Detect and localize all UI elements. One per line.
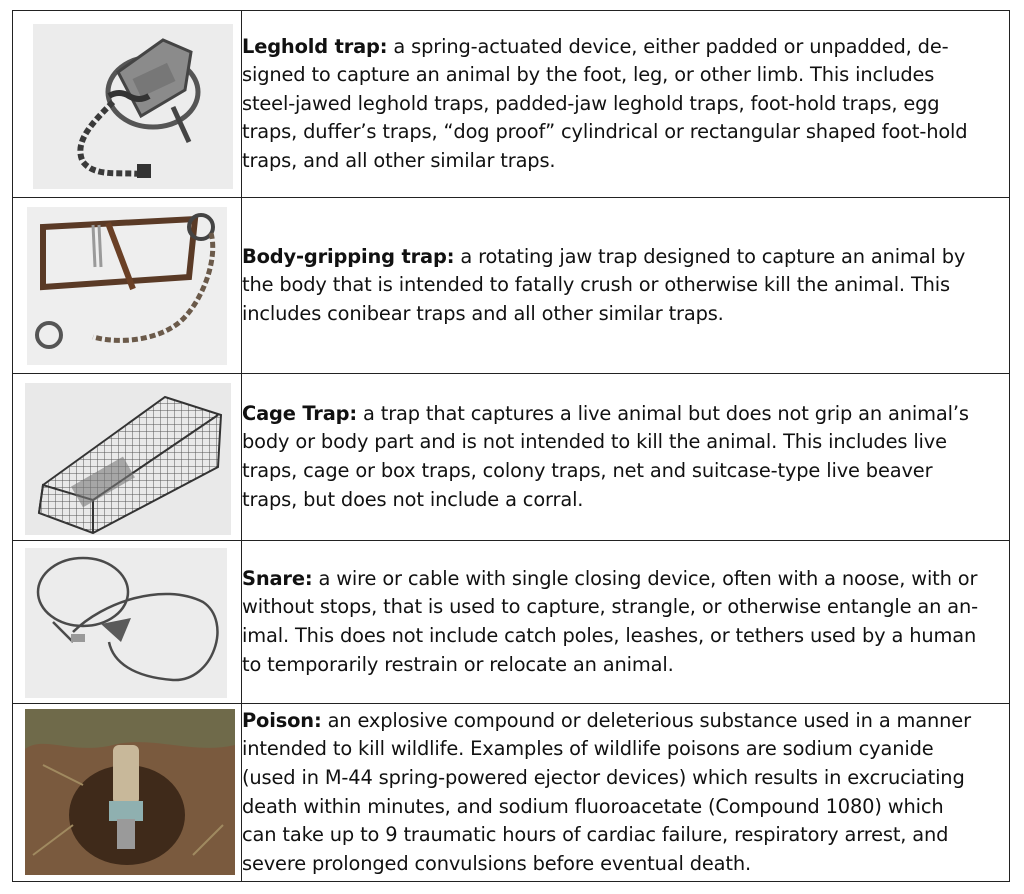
table-row: [13, 704, 1010, 882]
image-cell: [13, 541, 242, 704]
cage-trap-photo: [13, 375, 239, 540]
definition-line: can take up to 9 traumatic hours of cardiac failure, respiratory arrest, and: [242, 823, 949, 847]
term-label: Cage Trap:: [242, 401, 357, 425]
term-label: Body-gripping trap:: [242, 244, 455, 268]
definition-line: signed to capture an animal by the foot, leg, or other limb. This includes: [242, 63, 935, 87]
definition-line: Cage Trap: a trap that captures a live animal but does not grip an animal’s: [242, 401, 969, 425]
text-cell: [242, 541, 1010, 704]
definition-line: severe prolonged convulsions before eventual death.: [242, 851, 751, 875]
definition-line: Poison: an explosive compound or deleterious substance used in a manner: [242, 708, 971, 732]
image-cell: [13, 198, 242, 374]
definition-line: the body that is intended to fatally crush or otherwise kill the animal. This: [242, 273, 950, 297]
text-cell: [242, 198, 1010, 374]
term-label: Poison:: [242, 708, 322, 732]
body-gripping-trap-photo: [13, 199, 239, 373]
text-cell: [242, 704, 1010, 882]
leghold-trap-photo: [13, 12, 239, 197]
term-label: Snare:: [242, 566, 313, 590]
image-cell: [13, 374, 242, 541]
table-row: [13, 11, 1010, 198]
definition-line: traps, but does not include a corral.: [242, 487, 584, 511]
text-cell: [242, 374, 1010, 541]
definition-line: traps, cage or box traps, colony traps, net and suitcase-type live beaver: [242, 459, 933, 482]
table-row: [13, 541, 1010, 704]
image-cell: [13, 704, 242, 882]
definition-line: death within minutes, and sodium fluoroacetate (Compound 1080) which: [242, 794, 944, 818]
definition-line: Body-gripping trap: a rotating jaw trap designed to capture an animal by: [242, 244, 966, 268]
image-cell: [13, 11, 242, 198]
definition-line: traps, duffer’s traps, “dog proof” cylindrical or rectangular shaped foot-hold: [242, 120, 968, 144]
definition-line: (used in M-44 spring-powered ejector devices) which results in excruciating: [242, 765, 965, 789]
definition-line: intended to kill wildlife. Examples of wildlife poisons are sodium cyanide: [242, 737, 934, 761]
definition-line: body or body part and is not intended to kill the animal. This includes live: [242, 430, 947, 454]
definition-line: steel-jawed leghold traps, padded-jaw leghold traps, foot-hold traps, egg: [242, 91, 940, 115]
text-cell: [242, 11, 1010, 198]
definition-line: Snare: a wire or cable with single closing device, often with a noose, with or: [242, 566, 978, 590]
definition-line: includes conibear traps and all other similar traps.: [242, 301, 724, 325]
snare-photo: [13, 542, 239, 703]
definition-line: Leghold trap: a spring-actuated device, either padded or unpadded, de-: [242, 34, 949, 58]
definition-line: imal. This does not include catch poles, leashes, or tethers used by a human: [242, 624, 977, 647]
definition-line: without stops, that is used to capture, strangle, or otherwise entangle an an-: [242, 595, 979, 619]
table-row: [13, 374, 1010, 541]
definition-line: traps, and all other similar traps.: [242, 148, 556, 172]
term-label: Leghold trap:: [242, 34, 388, 58]
definition-line: to temporarily restrain or relocate an animal.: [242, 652, 674, 676]
table-row: [13, 198, 1010, 374]
poison-device-photo: [13, 705, 239, 881]
trap-definitions-table: [12, 10, 1010, 882]
